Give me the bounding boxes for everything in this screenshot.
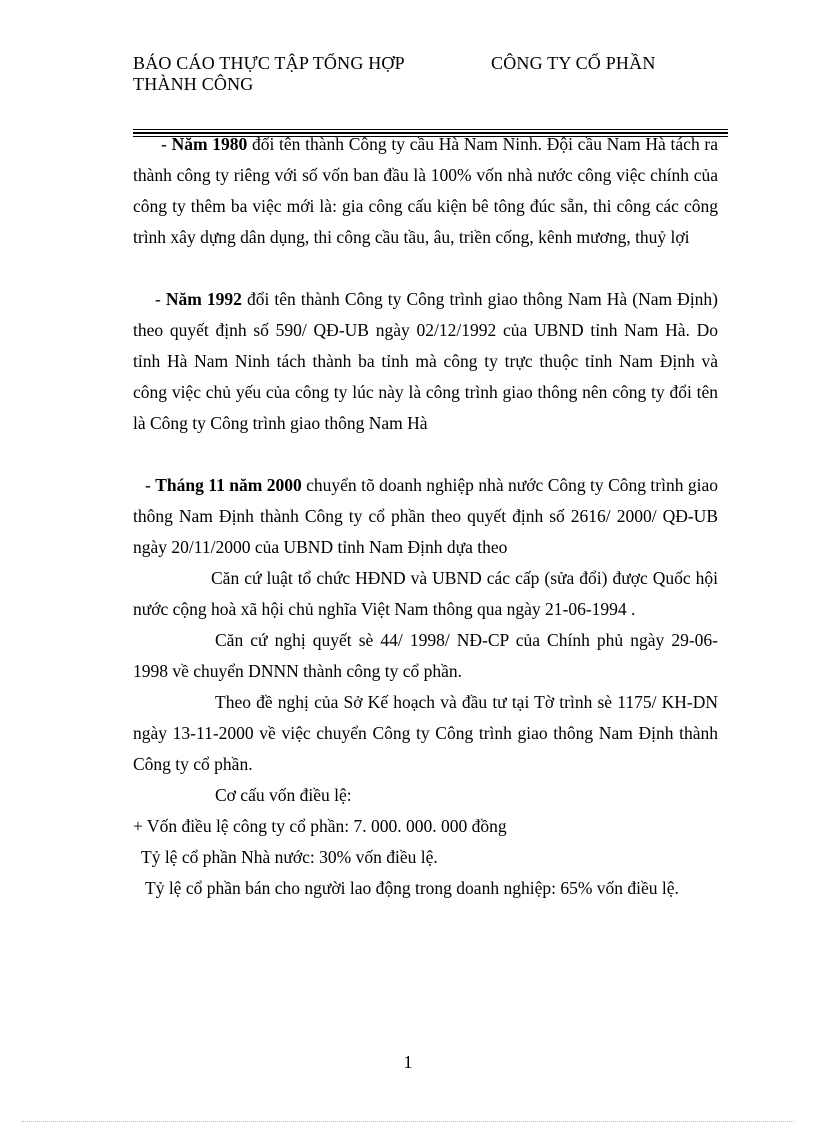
bullet-dash: - <box>161 134 172 154</box>
employee-share-ratio-line: Tỷ lệ cổ phần bán cho người lao động trong doanh nghiệp: 65% vốn điều lệ. <box>145 878 679 898</box>
bullet-dash: - <box>145 475 156 495</box>
paragraph-2000-text: chuyển tõ doanh nghiệp nhà nước Công ty Công trình giao thông Nam Định thành Công ty cổ phần theo quyết định số 2616/ 2000/ QĐ-UB ngày 20/11/2000 của UBND tỉnh Nam Định dựa theo <box>133 475 718 557</box>
header-company-name: CÔNG TY CỔ PHẦN <box>491 53 656 73</box>
charter-capital-line: + Vốn điều lệ công ty cổ phần: 7. 000. 000. 000 đồng <box>133 816 507 836</box>
paragraph-1992 <box>133 284 718 439</box>
page-footer-rule <box>22 1121 794 1122</box>
paragraph-1980 <box>133 129 718 253</box>
year-1980-label: Năm 1980 <box>171 134 248 154</box>
page-header <box>133 53 728 95</box>
paragraph-1980-text: đổi tên thành Công ty cầu Hà Nam Ninh. Đội cầu Nam Hà tách ra thành công ty riêng với số vốn ban đầu là 100% vốn nhà nước công việc chính của công ty thêm ba việc mới là: gia công cấu kiện bê tông đúc sẵn, thi công các công trình xây dựng dân dụng, thi công cầu tầu, âu, triền cống, kênh mương, thuỷ lợi <box>133 134 719 247</box>
month-2000-label: Tháng 11 năm 2000 <box>155 475 302 495</box>
paragraph-legal-basis-3: Theo đề nghị của Sở Kế hoạch và đầu tư tại Tờ trình sè 1175/ KH-DN ngày 13-11-2000 về việc chuyển Công ty Công trình giao thông Nam Định thành Công ty cổ phần. <box>133 692 718 774</box>
paragraph-2000 <box>133 470 718 563</box>
paragraph-legal-basis-2: Căn cứ nghị quyết sè 44/ 1998/ NĐ-CP của Chính phủ ngày 29-06-1998 về chuyển DNNN thành công ty cổ phần. <box>133 630 718 681</box>
year-1992-label: Năm 1992 <box>165 289 242 309</box>
header-company-name-line2: THÀNH CÔNG <box>133 74 254 94</box>
document-body <box>133 129 718 904</box>
page-number: 1 <box>403 1052 413 1072</box>
capital-structure-heading: Cơ cấu vốn điều lệ: <box>215 785 352 805</box>
state-share-ratio-line: Tỷ lệ cổ phần Nhà nước: 30% vốn điều lệ. <box>141 847 438 867</box>
header-report-title: BÁO CÁO THỰC TẬP TỔNG HỢP <box>133 53 405 73</box>
bullet-dash: - <box>155 289 166 309</box>
paragraph-legal-basis-1: Căn cứ luật tổ chức HĐND và UBND các cấp (sửa đổi) được Quốc hội nước cộng hoà xã hội chủ nghĩa Việt Nam thông qua ngày 21-06-1994 . <box>133 568 718 619</box>
paragraph-1992-text: đổi tên thành Công ty Công trình giao thông Nam Hà (Nam Định) theo quyết định số 590/ QĐ-UB ngày 02/12/1992 của UBND tỉnh Nam Hà. Do tỉnh Hà Nam Ninh tách thành ba tỉnh mà công ty trực thuộc tỉnh Nam Định và công việc chủ yếu của công ty lúc này là công trình giao thông nên công ty đổi tên là Công ty Công trình giao thông Nam Hà <box>133 289 719 433</box>
